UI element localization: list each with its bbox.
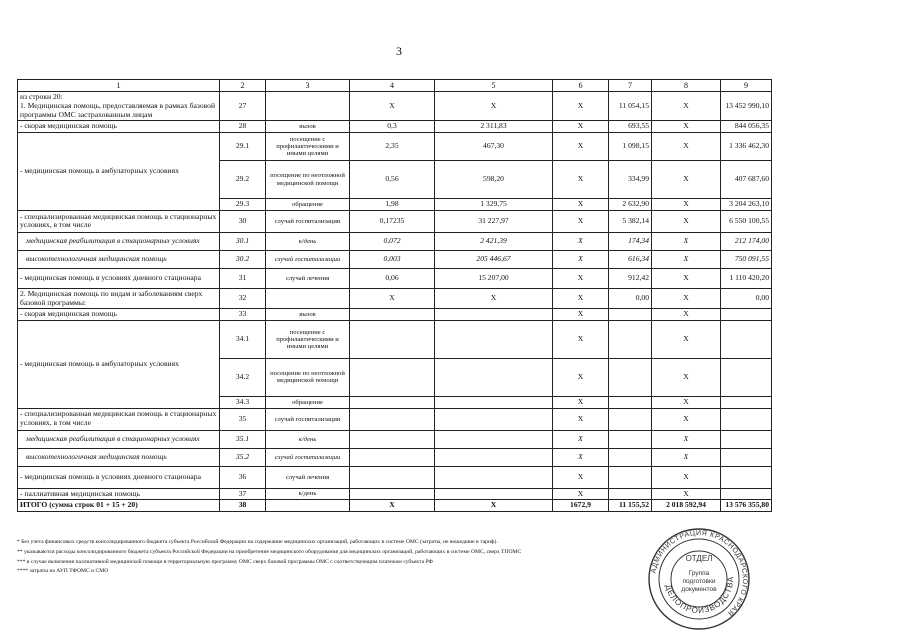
value-cell-c6 [609, 408, 652, 430]
page-number: 3 [396, 44, 402, 58]
value-cell-c6: 174,34 [609, 232, 652, 250]
row-unit: посещение с профилактическими и иными целями [266, 320, 350, 358]
value-cell-c8 [721, 320, 772, 358]
value-cell-c3: Х [350, 92, 435, 121]
column-number-row [18, 80, 772, 92]
stamp-line: документов [681, 586, 717, 593]
value-cell-c3 [350, 466, 435, 488]
row-name: - медицинская помощь в условиях дневного стационара [18, 268, 220, 288]
row-number: 35.2 [220, 448, 266, 466]
value-cell-c7: Х [652, 358, 721, 396]
value-cell-c6 [609, 466, 652, 488]
value-cell-c5: Х [553, 488, 609, 500]
table-row [18, 466, 772, 488]
value-cell-c5: Х [553, 250, 609, 268]
value-cell-c4: 205 446,67 [435, 250, 553, 268]
row-name: - медицинская помощь в условиях дневного стационара [18, 466, 220, 488]
value-cell-c8: 13 576 355,80 [721, 500, 772, 512]
row-number: 29.3 [220, 199, 266, 211]
row-name: - медицинская помощь в амбулаторных условиях [18, 133, 220, 211]
value-cell-c8 [721, 488, 772, 500]
row-number: 31 [220, 268, 266, 288]
row-name: высокотехнологичная медицинская помощь [18, 250, 220, 268]
row-name: - паллиативная медицинская помощь [18, 488, 220, 500]
value-cell-c6: 2 632,90 [609, 199, 652, 211]
value-cell-c6 [609, 430, 652, 448]
col-header: 5 [435, 80, 553, 92]
col-header: 6 [553, 80, 609, 92]
row-name: ИТОГО (сумма строк 01 + 15 + 20) [18, 500, 220, 512]
row-name: 2. Медицинская помощь по видам и заболеваниям сверх базовой программы: [18, 288, 220, 308]
value-cell-c5: Х [553, 92, 609, 121]
value-cell-c6: 11 054,15 [609, 92, 652, 121]
row-name: медицинская реабилитация в стационарных условиях [18, 232, 220, 250]
value-cell-c8 [721, 408, 772, 430]
value-cell-c4 [435, 358, 553, 396]
table-row [18, 268, 772, 288]
value-cell-c7: Х [652, 210, 721, 232]
col-header: 4 [350, 80, 435, 92]
row-unit: к/день [266, 232, 350, 250]
value-cell-c8 [721, 448, 772, 466]
value-cell-c4: 598,20 [435, 161, 553, 199]
department-stamp [647, 527, 751, 631]
col-header: 2 [220, 80, 266, 92]
row-unit: обращение [266, 396, 350, 408]
value-cell-c7: Х [652, 488, 721, 500]
row-number: 37 [220, 488, 266, 500]
value-cell-c4: 2 421,39 [435, 232, 553, 250]
value-cell-c4 [435, 466, 553, 488]
row-number: 34.2 [220, 358, 266, 396]
value-cell-c5: Х [553, 309, 609, 321]
row-unit: случай лечения [266, 466, 350, 488]
row-number: 32 [220, 288, 266, 308]
value-cell-c4: Х [435, 92, 553, 121]
value-cell-c6 [609, 448, 652, 466]
value-cell-c3: Х [350, 500, 435, 512]
value-cell-c6 [609, 320, 652, 358]
row-number: 35.1 [220, 430, 266, 448]
value-cell-c5: Х [553, 133, 609, 161]
value-cell-c6 [609, 358, 652, 396]
value-cell-c8: 13 452 990,10 [721, 92, 772, 121]
value-cell-c5: Х [553, 121, 609, 133]
value-cell-c3: 2,35 [350, 133, 435, 161]
row-number: 34.3 [220, 396, 266, 408]
stamp-line: Группа [688, 570, 710, 577]
row-unit: случай госпитализации [266, 250, 350, 268]
row-name: высокотехнологичная медицинская помощь [18, 448, 220, 466]
value-cell-c6 [609, 396, 652, 408]
value-cell-c3 [350, 430, 435, 448]
row-name: - скорая медицинская помощь [18, 309, 220, 321]
value-cell-c8: 750 091,55 [721, 250, 772, 268]
value-cell-c5: Х [553, 408, 609, 430]
table-row [18, 320, 772, 358]
row-number: 33 [220, 309, 266, 321]
value-cell-c8: 1 110 420,20 [721, 268, 772, 288]
footnote: * Без учета финансовых средств консолидированного бюджета субъекта Российской Федерации на содержание медицинских организаций, работающих в системе ОМС (затраты, не вошедшие в тариф). [17, 539, 498, 545]
value-cell-c7: Х [652, 161, 721, 199]
value-cell-c4 [435, 396, 553, 408]
value-cell-c3: 0,003 [350, 250, 435, 268]
row-unit [266, 500, 350, 512]
value-cell-c8 [721, 309, 772, 321]
row-unit: посещение с профилактическими и иными целями [266, 133, 350, 161]
value-cell-c4 [435, 430, 553, 448]
value-cell-c7: Х [652, 268, 721, 288]
row-unit: посещение по неотложной медицинской помощи [266, 161, 350, 199]
col-header: 9 [721, 80, 772, 92]
value-cell-c6: 334,99 [609, 161, 652, 199]
table-row [18, 500, 772, 512]
value-cell-c3: 0,17235 [350, 210, 435, 232]
row-number: 35 [220, 408, 266, 430]
value-cell-c7: Х [652, 466, 721, 488]
row-unit: обращение [266, 199, 350, 211]
footnotes [17, 538, 657, 577]
value-cell-c8 [721, 430, 772, 448]
row-number: 30.2 [220, 250, 266, 268]
value-cell-c3 [350, 320, 435, 358]
col-header: 7 [609, 80, 652, 92]
table-row [18, 309, 772, 321]
value-cell-c4: 31 227,97 [435, 210, 553, 232]
value-cell-c3 [350, 358, 435, 396]
value-cell-c3 [350, 408, 435, 430]
table-row [18, 408, 772, 430]
value-cell-c7: Х [652, 92, 721, 121]
row-unit [266, 92, 350, 121]
value-cell-c5: Х [553, 161, 609, 199]
value-cell-c6: 1 098,15 [609, 133, 652, 161]
value-cell-c4: 467,30 [435, 133, 553, 161]
value-cell-c6: 0,00 [609, 288, 652, 308]
value-cell-c8: 6 550 100,55 [721, 210, 772, 232]
row-number: 29.1 [220, 133, 266, 161]
value-cell-c6: 912,42 [609, 268, 652, 288]
value-cell-c4: 2 311,83 [435, 121, 553, 133]
row-number: 29.2 [220, 161, 266, 199]
table-row [18, 430, 772, 448]
value-cell-c5: Х [553, 268, 609, 288]
table-row [18, 92, 772, 121]
value-cell-c5: 1672,9 [553, 500, 609, 512]
value-cell-c8: 212 174,00 [721, 232, 772, 250]
value-cell-c4 [435, 408, 553, 430]
value-cell-c7: Х [652, 288, 721, 308]
value-cell-c7: Х [652, 199, 721, 211]
row-unit: вызов [266, 309, 350, 321]
row-unit: случай госпитализации [266, 408, 350, 430]
row-number: 27 [220, 92, 266, 121]
value-cell-c7: Х [652, 232, 721, 250]
table-row [18, 448, 772, 466]
value-cell-c7: Х [652, 408, 721, 430]
row-unit: случай лечения [266, 268, 350, 288]
table-row [18, 121, 772, 133]
value-cell-c4 [435, 309, 553, 321]
value-cell-c6: 5 382,14 [609, 210, 652, 232]
value-cell-c7: Х [652, 448, 721, 466]
value-cell-c8: 3 204 263,10 [721, 199, 772, 211]
value-cell-c5: Х [553, 466, 609, 488]
footnote: *** в случае включения паллиативной медицинской помощи в территориальную программу ОМС сверх базовой программы ОМС с соответствующим платежом субъекта РФ [17, 558, 433, 565]
value-cell-c4: Х [435, 500, 553, 512]
value-cell-c3 [350, 396, 435, 408]
table-row [18, 288, 772, 308]
value-cell-c7: Х [652, 396, 721, 408]
value-cell-c4 [435, 448, 553, 466]
row-number: 30 [220, 210, 266, 232]
value-cell-c3: 0,06 [350, 268, 435, 288]
value-cell-c3: 1,98 [350, 199, 435, 211]
row-unit: вызов [266, 121, 350, 133]
value-cell-c5: Х [553, 448, 609, 466]
value-cell-c7: Х [652, 309, 721, 321]
value-cell-c4: 15 207,00 [435, 268, 553, 288]
row-number: 34.1 [220, 320, 266, 358]
value-cell-c3: Х [350, 288, 435, 308]
value-cell-c6 [609, 488, 652, 500]
value-cell-c3: 0,56 [350, 161, 435, 199]
row-unit: к/день [266, 430, 350, 448]
table-row [18, 488, 772, 500]
value-cell-c8: 0,00 [721, 288, 772, 308]
value-cell-c5: Х [553, 288, 609, 308]
value-cell-c8 [721, 358, 772, 396]
table-row [18, 210, 772, 232]
value-cell-c6: 11 155,52 [609, 500, 652, 512]
value-cell-c4: Х [435, 288, 553, 308]
value-cell-c5: Х [553, 358, 609, 396]
col-header: 1 [18, 80, 220, 92]
value-cell-c3 [350, 488, 435, 500]
col-header: 3 [266, 80, 350, 92]
row-number: 28 [220, 121, 266, 133]
value-cell-c6: 616,34 [609, 250, 652, 268]
table-row [18, 250, 772, 268]
value-cell-c8: 407 687,60 [721, 161, 772, 199]
row-name: - специализированная медицинская помощь в стационарных условиях, в том числе [18, 408, 220, 430]
value-cell-c6 [609, 309, 652, 321]
row-name: из строки 20: 1. Медицинская помощь, предоставляемая в рамках базовой программы ОМС застрахованным лицам [18, 92, 220, 121]
footnote: **** затраты на АУП ТФОМС и СМО [17, 568, 109, 575]
row-unit: случай госпитализации [266, 210, 350, 232]
value-cell-c7: Х [652, 430, 721, 448]
value-cell-c8: 1 336 462,30 [721, 133, 772, 161]
value-cell-c3: 0,3 [350, 121, 435, 133]
row-name: медицинская реабилитация в стационарных условиях [18, 430, 220, 448]
table-row [18, 232, 772, 250]
row-number: 38 [220, 500, 266, 512]
value-cell-c5: Х [553, 232, 609, 250]
value-cell-c4 [435, 320, 553, 358]
stamp-ring-bottom: ДЕЛОПРОИЗВОДСТВА [663, 575, 736, 616]
row-unit [266, 288, 350, 308]
value-cell-c7: Х [652, 320, 721, 358]
value-cell-c7: Х [652, 250, 721, 268]
value-cell-c5: Х [553, 199, 609, 211]
row-unit: случай госпитализации [266, 448, 350, 466]
value-cell-c4 [435, 488, 553, 500]
program-cost-table [17, 79, 772, 512]
stamp-title: ОТДЕЛ [685, 554, 713, 563]
value-cell-c5: Х [553, 396, 609, 408]
row-name: - скорая медицинская помощь [18, 121, 220, 133]
col-header: 8 [652, 80, 721, 92]
value-cell-c5: Х [553, 430, 609, 448]
row-name: - специализированная медицинская помощь в стационарных условиях, в том числе [18, 210, 220, 232]
footnote: ** указываются расходы консолидированного бюджета субъекта Российской Федерации на приобретение медицинского оборудования для медицинских организаций, работающих в системе ОМС, сверх ТПОМС [17, 548, 522, 555]
value-cell-c5: Х [553, 210, 609, 232]
table-row [18, 133, 772, 161]
value-cell-c3 [350, 309, 435, 321]
stamp-ring-outer: АДМИНИСТРАЦИЯ КРАСНОДАРСКОГО КРАЯ [650, 529, 749, 617]
value-cell-c8 [721, 396, 772, 408]
value-cell-c8 [721, 466, 772, 488]
value-cell-c3 [350, 448, 435, 466]
value-cell-c3: 0,072 [350, 232, 435, 250]
value-cell-c5: Х [553, 320, 609, 358]
value-cell-c7: 2 018 592,94 [652, 500, 721, 512]
value-cell-c6: 693,55 [609, 121, 652, 133]
row-number: 30.1 [220, 232, 266, 250]
value-cell-c4: 1 329,75 [435, 199, 553, 211]
stamp-line: подготовки [682, 578, 716, 585]
row-name: - медицинская помощь в амбулаторных условиях [18, 320, 220, 408]
row-number: 36 [220, 466, 266, 488]
value-cell-c8: 844 056,35 [721, 121, 772, 133]
value-cell-c7: Х [652, 133, 721, 161]
row-unit: к/день [266, 488, 350, 500]
row-unit: посещение по неотложной медицинской помощи [266, 358, 350, 396]
value-cell-c7: Х [652, 121, 721, 133]
